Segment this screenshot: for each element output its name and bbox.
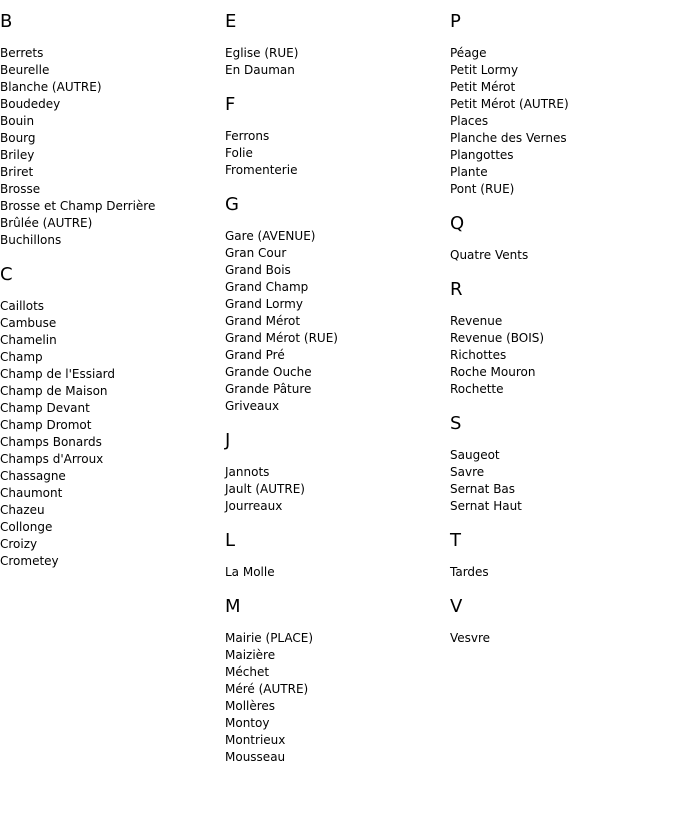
street-item: Grand Mérot <box>225 314 301 328</box>
street-item: Tardes <box>450 565 489 579</box>
street-item: Grand Mérot (RUE) <box>225 331 338 345</box>
street-item: En Dauman <box>225 63 295 77</box>
letter-heading: L <box>225 530 236 551</box>
street-item: Grand Pré <box>225 348 285 362</box>
street-item: Montrieux <box>225 733 286 747</box>
letter-group <box>225 195 450 415</box>
street-item: Champ de l'Essiard <box>0 367 116 381</box>
street-list <box>450 313 675 398</box>
street-item: Collonge <box>0 520 53 534</box>
letter-group <box>0 12 225 249</box>
street-list <box>225 464 450 515</box>
street-item: Savre <box>450 465 485 479</box>
street-list <box>225 45 450 79</box>
street-item: Caillots <box>0 299 45 313</box>
street-list <box>450 45 675 198</box>
letter-group <box>450 214 675 264</box>
street-item: Grand Bois <box>225 263 291 277</box>
street-item: Boudedey <box>0 97 61 111</box>
street-item: Sernat Bas <box>450 482 516 496</box>
street-list <box>225 128 450 179</box>
street-item: Champ de Maison <box>0 384 108 398</box>
letter-heading: Q <box>450 213 465 234</box>
street-item: Mairie (PLACE) <box>225 631 314 645</box>
street-item: Gran Cour <box>225 246 287 260</box>
street-item: Mollères <box>225 699 276 713</box>
street-item: Eglise (RUE) <box>225 46 299 60</box>
letter-heading: R <box>450 279 463 300</box>
street-item: Crometey <box>0 554 59 568</box>
street-item: Plangottes <box>450 148 514 162</box>
letter-group <box>450 12 675 198</box>
street-item: Chassagne <box>0 469 66 483</box>
letter-heading: P <box>450 11 461 32</box>
street-item: Folie <box>225 146 253 160</box>
street-item: Grand Champ <box>225 280 309 294</box>
letter-group <box>450 531 675 581</box>
letter-heading: V <box>450 596 463 617</box>
street-item: Chaumont <box>0 486 63 500</box>
street-item: Revenue (BOIS) <box>450 331 545 345</box>
street-list <box>225 228 450 415</box>
street-item: Rochette <box>450 382 504 396</box>
street-item: Maizière <box>225 648 276 662</box>
street-item: Grande Ouche <box>225 365 312 379</box>
index-column-1 <box>0 0 225 586</box>
letter-group <box>450 597 675 647</box>
street-item: Blanche (AUTRE) <box>0 80 102 94</box>
street-item: Chamelin <box>0 333 57 347</box>
letter-group <box>225 431 450 515</box>
street-item: Gare (AVENUE) <box>225 229 316 243</box>
street-item: Petit Lormy <box>450 63 519 77</box>
letter-heading: B <box>0 11 13 32</box>
street-item: Berrets <box>0 46 44 60</box>
street-item: Jannots <box>225 465 270 479</box>
street-list <box>0 298 225 570</box>
letter-group <box>225 597 450 766</box>
letter-heading: C <box>0 264 13 285</box>
street-item: Plante <box>450 165 488 179</box>
street-list <box>225 564 450 581</box>
street-item: Petit Mérot <box>450 80 516 94</box>
letter-heading: J <box>225 430 231 451</box>
street-list <box>0 45 225 249</box>
letter-heading: T <box>450 530 461 551</box>
street-item: Mousseau <box>225 750 286 764</box>
street-item: Chazeu <box>0 503 45 517</box>
street-item: Ferrons <box>225 129 270 143</box>
street-item: Pont (RUE) <box>450 182 515 196</box>
street-item: La Molle <box>225 565 275 579</box>
street-item: Sernat Haut <box>450 499 522 513</box>
street-item: Grande Pâture <box>225 382 312 396</box>
street-item: Méchet <box>225 665 270 679</box>
index-column-2 <box>225 0 450 782</box>
street-list <box>450 447 675 515</box>
street-item: Places <box>450 114 489 128</box>
street-item: Griveaux <box>225 399 280 413</box>
street-item: Champs Bonards <box>0 435 102 449</box>
street-item: Champ Devant <box>0 401 90 415</box>
street-item: Bourg <box>0 131 36 145</box>
street-item: Buchillons <box>0 233 62 247</box>
letter-group <box>450 280 675 398</box>
street-item: Vesvre <box>450 631 491 645</box>
street-item: Montoy <box>225 716 270 730</box>
letter-group <box>225 95 450 179</box>
letter-group <box>225 531 450 581</box>
street-item: Cambuse <box>0 316 57 330</box>
street-item: Péage <box>450 46 487 60</box>
letter-heading: G <box>225 194 239 215</box>
street-item: Brûlée (AUTRE) <box>0 216 93 230</box>
street-item: Brosse et Champ Derrière <box>0 199 156 213</box>
street-list <box>450 247 675 264</box>
street-item: Petit Mérot (AUTRE) <box>450 97 569 111</box>
letter-group <box>225 12 450 79</box>
street-item: Revenue <box>450 314 503 328</box>
street-list <box>450 564 675 581</box>
street-item: Champ Dromot <box>0 418 92 432</box>
index-column-3 <box>450 0 675 663</box>
letter-group <box>450 414 675 515</box>
street-item: Méré (AUTRE) <box>225 682 309 696</box>
street-list <box>225 630 450 766</box>
letter-heading: M <box>225 596 241 617</box>
street-item: Richottes <box>450 348 507 362</box>
street-item: Bouin <box>0 114 35 128</box>
street-item: Briley <box>0 148 35 162</box>
street-item: Champs d'Arroux <box>0 452 104 466</box>
street-item: Saugeot <box>450 448 500 462</box>
street-item: Jault (AUTRE) <box>225 482 305 496</box>
street-item: Fromenterie <box>225 163 298 177</box>
street-item: Champ <box>0 350 43 364</box>
street-item: Beurelle <box>0 63 50 77</box>
street-item: Jourreaux <box>225 499 283 513</box>
street-item: Planche des Vernes <box>450 131 567 145</box>
street-item: Brosse <box>0 182 41 196</box>
letter-group <box>0 265 225 570</box>
letter-heading: F <box>225 94 236 115</box>
letter-heading: S <box>450 413 462 434</box>
street-item: Quatre Vents <box>450 248 529 262</box>
street-list <box>450 630 675 647</box>
letter-heading: E <box>225 11 237 32</box>
street-item: Briret <box>0 165 34 179</box>
street-item: Roche Mouron <box>450 365 536 379</box>
street-item: Croizy <box>0 537 38 551</box>
street-item: Grand Lormy <box>225 297 303 311</box>
